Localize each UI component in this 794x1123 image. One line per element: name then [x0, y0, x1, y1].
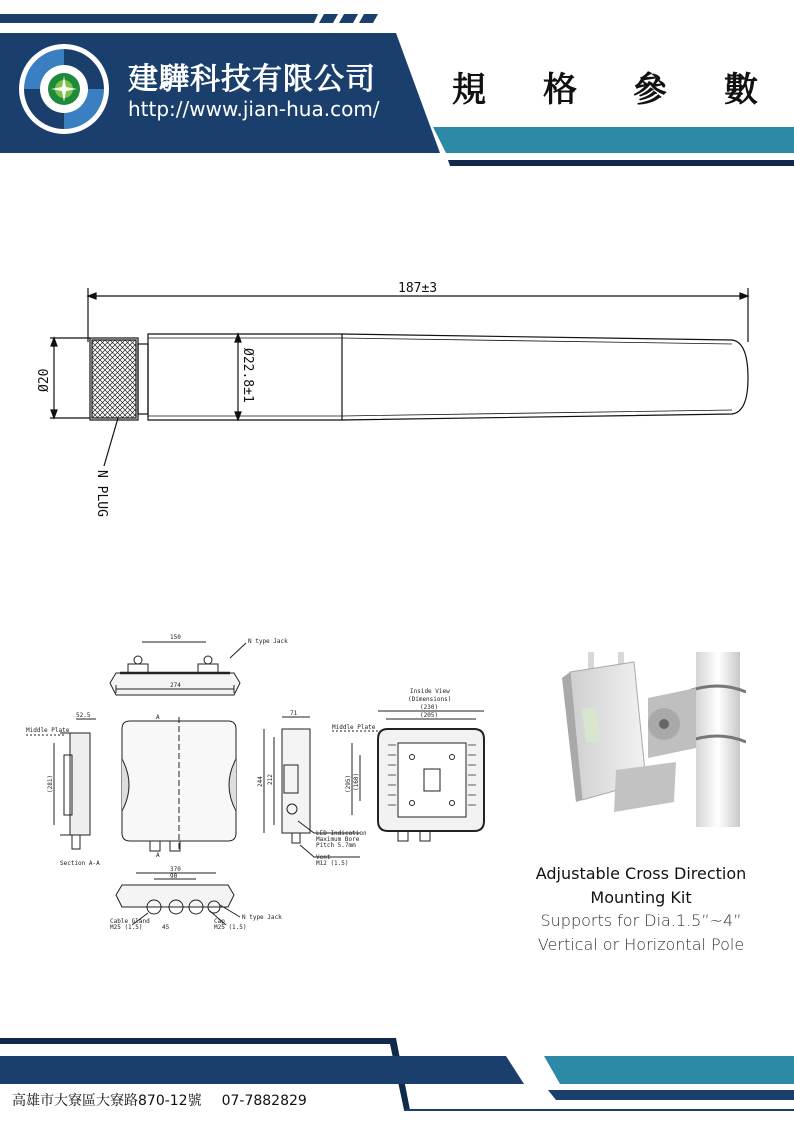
side-view-vent-label: Vent	[316, 854, 331, 861]
mounting-kit-image	[556, 652, 746, 827]
bottom-view-jack: N type Jack	[242, 914, 282, 921]
bottom-view-dim-total: 370	[170, 866, 181, 873]
side-view-vent-spec: M12 (1.5)	[316, 860, 349, 867]
inside-view-dim-inner: (205)	[420, 712, 439, 719]
footer-address: 高雄市大寮區大寮路870-12號	[12, 1093, 202, 1109]
company-logo	[18, 43, 110, 135]
footer-contact	[12, 1090, 307, 1110]
mounting-kit-line-2: Mounting Kit	[590, 887, 692, 907]
mounting-kit-line-1: Adjustable Cross Direction	[535, 864, 747, 883]
side-view-led-label: LED Indication	[316, 830, 367, 837]
inside-view-dim-outer: (230)	[420, 704, 439, 711]
inside-view-subtitle: (Dimensions)	[408, 696, 452, 703]
bottom-view-dim-gap: 45	[162, 924, 170, 931]
section-aa-dim-side: (281)	[47, 774, 54, 793]
top-view-width: 150	[170, 634, 181, 641]
mounting-kit-line-4: Vertical or Horizontal Pole	[537, 934, 745, 954]
side-view-dim-top: 71	[290, 710, 298, 717]
company-name: 建驊科技有限公司	[128, 62, 376, 97]
enclosure-drawing	[20, 625, 510, 935]
section-aa-dim-top: 52.5	[76, 712, 91, 719]
mounting-kit-line-3: Supports for Dia.1.5”~4”	[540, 911, 742, 930]
header-banner	[0, 0, 794, 170]
front-view-a-bottom: A	[156, 852, 160, 859]
plug-diameter-label: Ø20	[37, 368, 52, 392]
front-view-a-top: A	[156, 714, 160, 721]
top-view-total: 274	[170, 682, 181, 689]
body-diameter-label: Ø22.8±1	[240, 348, 255, 403]
enclosure-bottom-view	[116, 885, 234, 907]
section-aa-middle-plate: Middle Plate	[26, 727, 70, 734]
section-aa-view	[70, 733, 90, 835]
spec-title-char-1: 規	[452, 70, 486, 110]
n-plug-label: N PLUG	[94, 470, 109, 517]
footer-phone: 07-7882829	[221, 1093, 307, 1109]
bottom-view-dim-inner: 90	[170, 873, 178, 880]
enclosure-side-view	[282, 729, 310, 833]
antenna-drawing	[0, 270, 794, 540]
top-view-jack: N type Jack	[248, 638, 288, 645]
spec-title-char-4: 數	[724, 70, 758, 110]
side-view-led-detail-1: Maximum Bore	[316, 836, 360, 843]
bottom-view-cable-gland: Cable Gland	[110, 918, 150, 925]
company-url[interactable]: http://www.jian-hua.com/	[128, 97, 380, 121]
side-view-dim-inner: 212	[267, 774, 274, 785]
overall-length-label: 187±3	[398, 281, 438, 296]
spec-title-char-2: 格	[543, 70, 577, 110]
bottom-view-cap: Cap	[214, 918, 225, 925]
side-view-dim-height: 244	[257, 776, 264, 787]
side-view-led-detail-2: Pitch 5.7mm	[316, 842, 356, 849]
mounting-kit-caption	[520, 862, 762, 956]
inside-view-dim-h1: (295)	[345, 774, 352, 793]
inside-view-dim-h2: (160)	[353, 772, 360, 791]
section-aa-title: Section A-A	[60, 860, 100, 867]
inside-view-middle-plate: Middle Plate	[332, 724, 376, 731]
inside-view-title: Inside View	[410, 688, 450, 695]
spec-title-char-3: 參	[633, 70, 667, 110]
bottom-view-cable-spec: M25 (1.5)	[110, 924, 143, 931]
bottom-view-cap-spec: M25 (1.5)	[214, 924, 247, 931]
